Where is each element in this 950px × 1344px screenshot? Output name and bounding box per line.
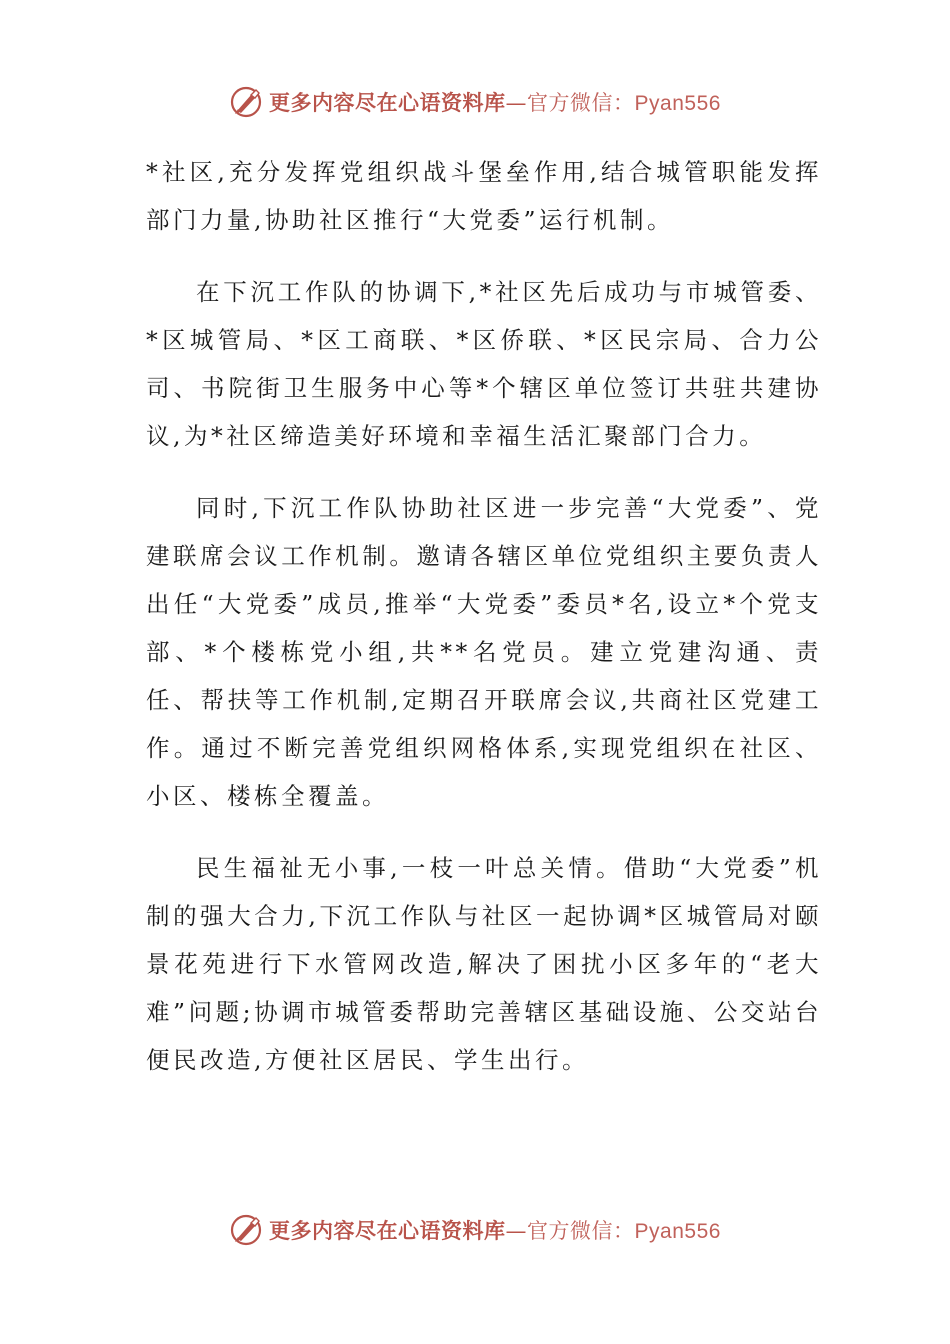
footer-banner [0, 1210, 950, 1250]
banner-wechat-label: 官方微信： [527, 1219, 635, 1243]
banner-wechat-label: 官方微信： [527, 91, 635, 115]
banner-wechat-id: Pyan556 [634, 92, 721, 115]
paragraph-1: *社区,充分发挥党组织战斗堡垒作用,结合城管职能发挥部门力量,协助社区推行“大党委”运行机制。 [146, 158, 822, 234]
pen-nib-circle-icon [229, 1213, 263, 1247]
banner-brand: 更多内容尽在心语资料库 [269, 90, 506, 115]
footer-banner-text [269, 1215, 721, 1245]
document-body [146, 148, 822, 1108]
paragraph-3: 同时,下沉工作队协助社区进一步完善“大党委”、党建联席会议工作机制。邀请各辖区单位党组织主要负责人出任“大党委”成员,推举“大党委”委员*名,设立*个党支部、*个楼栋党小组,共**名党员。建立党建沟通、责任、帮扶等工作机制,定期召开联席会议,共商社区党建工作。通过不断完善党组织网格体系,实现党组织在社区、小区、楼栋全覆盖。 [146, 494, 822, 810]
pen-nib-circle-icon [229, 85, 263, 119]
banner-separator: — [505, 91, 528, 115]
banner-brand: 更多内容尽在心语资料库 [269, 1218, 506, 1243]
paragraph-2: 在下沉工作队的协调下,*社区先后成功与市城管委、*区城管局、*区工商联、*区侨联、*区民宗局、合力公司、书院街卫生服务中心等*个辖区单位签订共驻共建协议,为*社区缔造美好环境和幸福生活汇聚部门合力。 [146, 278, 822, 450]
header-banner [0, 82, 950, 122]
header-banner-text [269, 87, 721, 117]
banner-separator: — [505, 1219, 528, 1243]
paragraph-4: 民生福祉无小事,一枝一叶总关情。借助“大党委”机制的强大合力,下沉工作队与社区一起协调*区城管局对颐景花苑进行下水管网改造,解决了困扰小区多年的“老大难”问题;协调市城管委帮助完善辖区基础设施、公交站台便民改造,方便社区居民、学生出行。 [146, 854, 822, 1074]
banner-wechat-id: Pyan556 [634, 1220, 721, 1243]
